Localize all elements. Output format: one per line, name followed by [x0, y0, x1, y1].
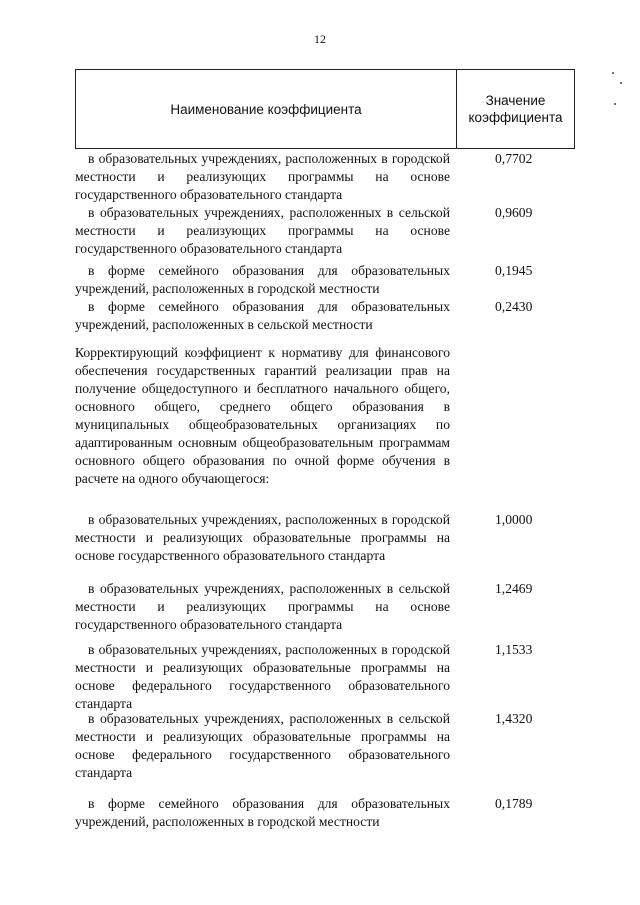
header-name-column: Наименование коэффициента [76, 70, 457, 148]
scan-speck [612, 72, 614, 74]
header-value-column: Значение коэффициента [468, 93, 563, 125]
row-description: в форме семейного образования для образовательных учреждений, расположенных в городской местности [75, 263, 450, 296]
row-value: 0,1789 [495, 796, 533, 811]
row-description: в образовательных учреждениях, расположенных в городской местности и реализующих образовательные программы на основе государственного образовательного стандарта [75, 512, 450, 563]
row-value: 0,7702 [495, 151, 533, 166]
row-description: в форме семейного образования для образовательных учреждений, расположенных в сельской местности [75, 299, 450, 332]
row-value: 0,2430 [495, 299, 533, 314]
row-value: 1,0000 [495, 512, 533, 527]
row-description: Корректирующий коэффициент к нормативу для финансового обеспечения государственных гарантий реализации прав на получение общедоступного и бесплатного начального общего, основного общего, среднего общего образования в муниципальных общеобразовательных организациях по адаптированным основным общеобразовательным программам основного общего образования по очной форме обучения в расчете на одного обучающегося: [75, 345, 450, 486]
scan-speck [620, 82, 622, 84]
row-description: в форме семейного образования для образовательных учреждений, расположенных в городской местности [75, 796, 450, 829]
page-number: 12 [314, 32, 326, 46]
row-value: 0,1945 [495, 263, 533, 278]
row-value: 1,1533 [495, 642, 533, 657]
row-description: в образовательных учреждениях, расположенных в сельской местности и реализующих программы на основе государственного образовательного стандарта [75, 205, 450, 256]
row-description: в образовательных учреждениях, расположенных в сельской местности и реализующих образовательные программы на основе федерального государственного образовательного стандарта [75, 711, 450, 780]
row-value: 1,2469 [495, 581, 533, 596]
scan-speck [614, 103, 616, 105]
row-value: 0,9609 [495, 205, 533, 220]
row-description: в образовательных учреждениях, расположенных в городской местности и реализующих программы на основе государственного образовательного стандарта [75, 151, 450, 202]
table-header [75, 69, 575, 149]
row-description: в образовательных учреждениях, расположенных в городской местности и реализующих образовательные программы на основе федерального государственного образовательного стандарта [75, 642, 450, 711]
row-value: 1,4320 [495, 711, 533, 726]
row-description: в образовательных учреждениях, расположенных в сельской местности и реализующих программы на основе государственного образовательного стандарта [75, 581, 450, 632]
